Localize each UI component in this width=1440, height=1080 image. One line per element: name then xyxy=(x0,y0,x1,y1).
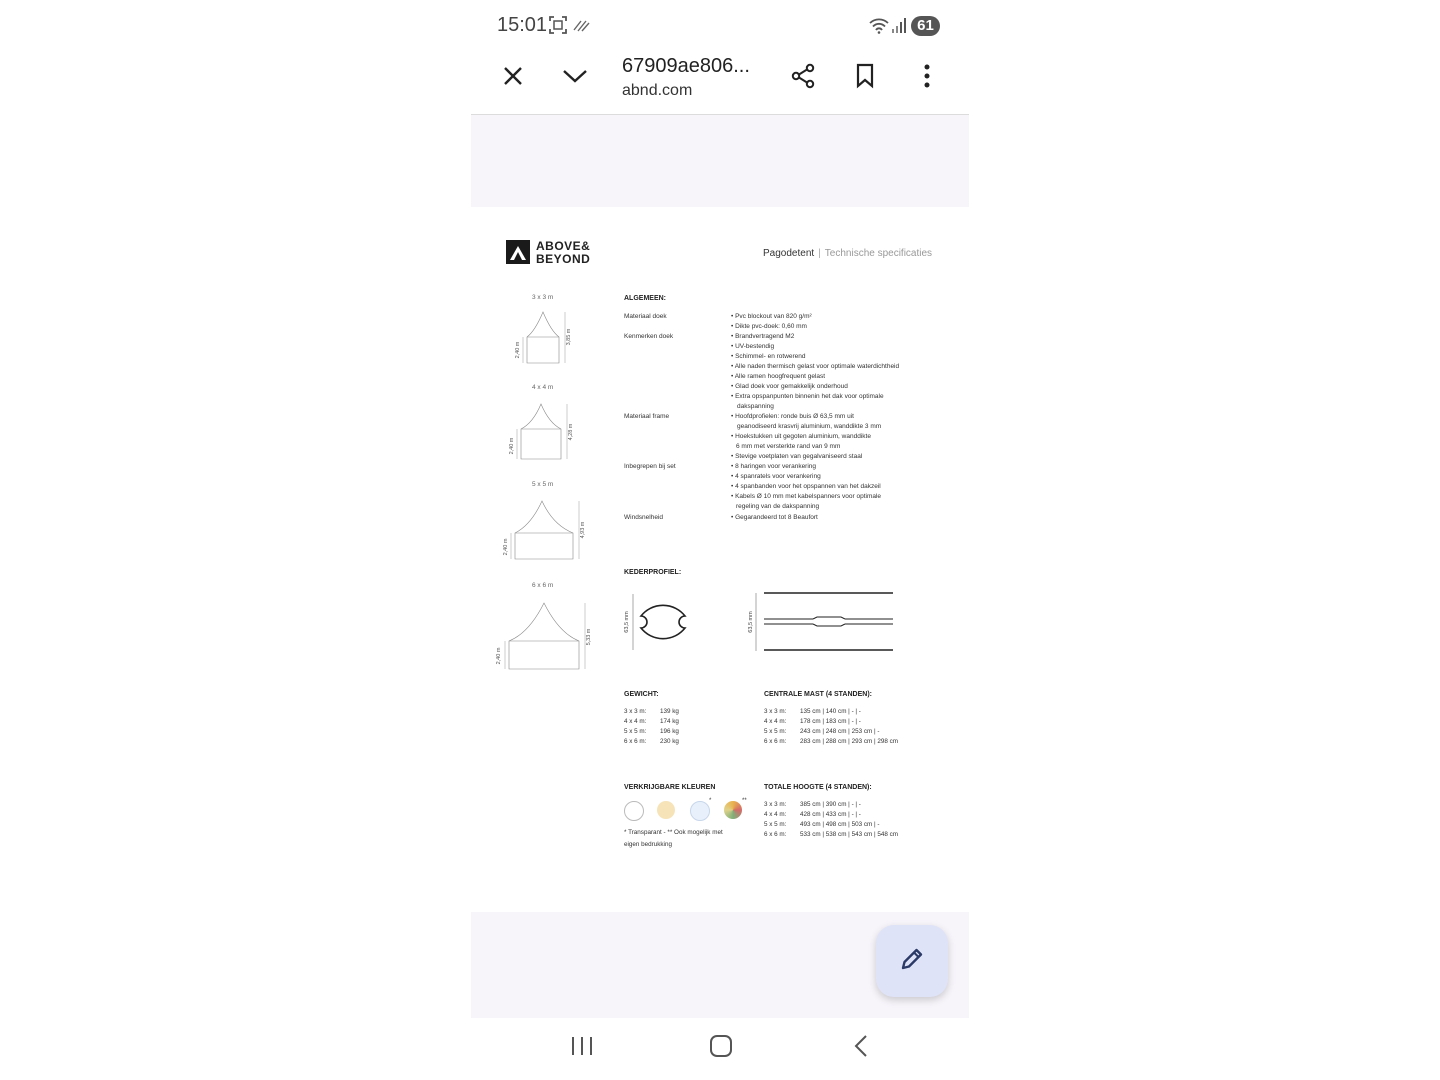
pdf-page xyxy=(471,207,969,912)
home-icon xyxy=(709,1034,733,1063)
spec-line: • 8 haringen voor verankering xyxy=(731,463,817,470)
height-value: 385 cm | 390 cm | - | - xyxy=(800,801,861,808)
tent-side-height: 2,40 m xyxy=(515,341,521,359)
edit-fab-button[interactable] xyxy=(876,925,948,997)
keder-profile-length-diagram xyxy=(747,589,897,655)
spec-line: 6 mm met versterkte rand van 9 mm xyxy=(736,443,841,450)
page-title: 67909ae806... xyxy=(622,55,750,77)
spec-line: • Hoofdprofielen: ronde buis Ø 63,5 mm uit xyxy=(731,413,854,420)
keder-profile-section-diagram xyxy=(621,590,701,656)
spec-label: Materiaal doek xyxy=(624,313,667,320)
height-value: 428 cm | 433 cm | - | - xyxy=(800,811,861,818)
tent-diagram-3x3 xyxy=(503,307,583,372)
battery-indicator: 61 xyxy=(911,16,940,36)
document-header xyxy=(763,248,932,259)
tent-size-label: 5 x 5 m xyxy=(532,481,554,488)
weight-size: 3 x 3 m: xyxy=(624,708,647,715)
height-size: 6 x 6 m: xyxy=(764,831,787,838)
more-options-button[interactable] xyxy=(911,62,943,94)
swatch-footnote-marker: * xyxy=(709,798,712,804)
spec-line: • Hoekstukken uit gegoten aluminium, wanddikte xyxy=(731,433,871,440)
mast-size: 4 x 4 m: xyxy=(764,718,787,725)
collapse-button[interactable] xyxy=(559,62,591,94)
height-size: 3 x 3 m: xyxy=(764,801,787,808)
tent-diagram-6x6 xyxy=(493,597,597,672)
brand-logo-icon xyxy=(506,240,530,269)
spec-label: Windsnelheid xyxy=(624,514,664,521)
tent-total-height: 4,28 m xyxy=(568,423,574,441)
swatch-footnote-marker: ** xyxy=(742,798,747,804)
spec-line: regeling van de dakspanning xyxy=(736,503,820,510)
tent-size-label: 6 x 6 m xyxy=(532,582,554,589)
section-title-mast: CENTRALE MAST (4 STANDEN): xyxy=(764,691,872,698)
spec-line: • Alle ramen hoogfrequent gelast xyxy=(731,373,826,380)
height-size: 4 x 4 m: xyxy=(764,811,787,818)
screenshot-icon xyxy=(547,14,569,41)
spec-line: • Stevige voetplaten van gegalvaniseerd staal xyxy=(731,453,863,460)
keder-dimension: 63,5 mm xyxy=(748,611,754,633)
color-swatch-custom-print xyxy=(724,801,742,819)
document-title: Pagodetent xyxy=(763,248,815,259)
spec-line: • Glad doek voor gemakkelijk onderhoud xyxy=(731,383,848,390)
status-time: 15:01 xyxy=(497,14,548,36)
keder-dimension: 63,5 mm xyxy=(624,611,630,633)
more-vert-icon xyxy=(923,63,931,94)
back-button[interactable] xyxy=(846,1033,876,1063)
spec-line: • Brandvertragend M2 xyxy=(731,333,795,340)
tent-side-height: 2,40 m xyxy=(509,437,515,455)
spec-line: • Extra opspanpunten binnenin het dak voor optimale xyxy=(731,393,884,400)
weight-size: 5 x 5 m: xyxy=(624,728,647,735)
spec-line: • 4 spanratels voor verankering xyxy=(731,473,821,480)
section-title-general: ALGEMEEN: xyxy=(624,295,666,302)
mast-value: 178 cm | 183 cm | - | - xyxy=(800,718,861,725)
mast-value: 243 cm | 248 cm | 253 cm | - xyxy=(800,728,880,735)
spec-label: Kenmerken doek xyxy=(624,333,674,340)
recents-button[interactable] xyxy=(567,1033,597,1063)
color-swatch-white xyxy=(624,801,644,821)
colors-note-line-1: * Transparant - ** Ook mogelijk met xyxy=(624,829,723,836)
color-swatch-transparent xyxy=(690,801,710,821)
document-subtitle: Technische specificaties xyxy=(824,248,933,259)
height-value: 533 cm | 538 cm | 543 cm | 548 cm xyxy=(800,831,899,838)
spec-line: • Alle naden thermisch gelast voor optimale waterdichtheid xyxy=(731,363,900,370)
tent-size-label: 4 x 4 m xyxy=(532,384,554,391)
mast-size: 3 x 3 m: xyxy=(764,708,787,715)
mast-value: 283 cm | 288 cm | 293 cm | 298 cm xyxy=(800,738,899,745)
mast-size: 5 x 5 m: xyxy=(764,728,787,735)
header-separator: | xyxy=(818,248,821,259)
spec-label: Materiaal frame xyxy=(624,413,670,420)
signal-icon xyxy=(891,14,907,41)
edit-icon xyxy=(898,945,926,978)
recents-icon xyxy=(570,1035,594,1062)
height-value: 493 cm | 498 cm | 503 cm | - xyxy=(800,821,880,828)
spec-line: • Dikte pvc-doek: 0,60 mm xyxy=(731,323,807,330)
tent-total-height: 4,93 m xyxy=(580,521,586,539)
section-title-weight: GEWICHT: xyxy=(624,691,659,698)
brand-line-2: BEYOND xyxy=(536,252,591,266)
share-button[interactable] xyxy=(787,62,819,94)
spec-line: • Gegarandeerd tot 8 Beaufort xyxy=(731,514,818,521)
page-domain: abnd.com xyxy=(622,82,693,99)
chevron-down-icon xyxy=(562,67,588,90)
spec-line: dakspanning xyxy=(737,403,774,410)
viewer-background-top xyxy=(471,115,969,207)
tent-side-height: 2,40 m xyxy=(496,647,502,665)
spec-line: • UV-bestendig xyxy=(731,343,775,350)
tent-total-height: 3,85 m xyxy=(566,328,572,346)
spec-line: • Schimmel- en rotwerend xyxy=(731,353,806,360)
brand-logo-text xyxy=(536,240,590,266)
section-title-keder: KEDERPROFIEL: xyxy=(624,569,682,576)
spec-line: geanodiseerd krasvrij aluminium, wanddikte 3 mm xyxy=(737,423,882,430)
section-title-height: TOTALE HOOGTE (4 STANDEN): xyxy=(764,784,872,791)
weight-size: 4 x 4 m: xyxy=(624,718,647,725)
bookmark-icon xyxy=(855,63,875,94)
phone-screen xyxy=(471,0,969,1080)
weight-value: 139 kg xyxy=(660,708,679,715)
tent-size-label: 3 x 3 m xyxy=(532,294,554,301)
brand-line-1: ABOVE& xyxy=(536,239,591,253)
bookmark-button[interactable] xyxy=(849,62,881,94)
spec-label: Inbegrepen bij set xyxy=(624,463,676,470)
tent-side-height: 2,40 m xyxy=(503,538,509,556)
nfc-icon xyxy=(572,14,590,41)
home-button[interactable] xyxy=(706,1033,736,1063)
share-icon xyxy=(790,63,816,94)
height-size: 5 x 5 m: xyxy=(764,821,787,828)
spec-line: • 4 spanbanden voor het opspannen van het dakzeil xyxy=(731,483,881,490)
close-button[interactable] xyxy=(497,62,529,94)
mast-size: 6 x 6 m: xyxy=(764,738,787,745)
mast-value: 135 cm | 140 cm | - | - xyxy=(800,708,861,715)
weight-value: 196 kg xyxy=(660,728,679,735)
tent-diagram-4x4 xyxy=(503,399,583,464)
color-swatch-ivory xyxy=(657,801,675,819)
tent-total-height: 5,33 m xyxy=(586,628,592,646)
colors-note-line-2: eigen bedrukking xyxy=(624,841,672,848)
back-icon xyxy=(853,1034,869,1063)
weight-size: 6 x 6 m: xyxy=(624,738,647,745)
close-icon xyxy=(502,65,524,92)
section-title-colors: VERKRIJGBARE KLEUREN xyxy=(624,784,716,791)
tent-diagram-5x5 xyxy=(499,495,591,565)
weight-value: 230 kg xyxy=(660,738,679,745)
wifi-icon xyxy=(868,14,890,41)
spec-line: • Kabels Ø 10 mm met kabelspanners voor optimale xyxy=(731,493,882,500)
weight-value: 174 kg xyxy=(660,718,679,725)
spec-line: • Pvc blockout van 820 g/m² xyxy=(731,313,812,320)
